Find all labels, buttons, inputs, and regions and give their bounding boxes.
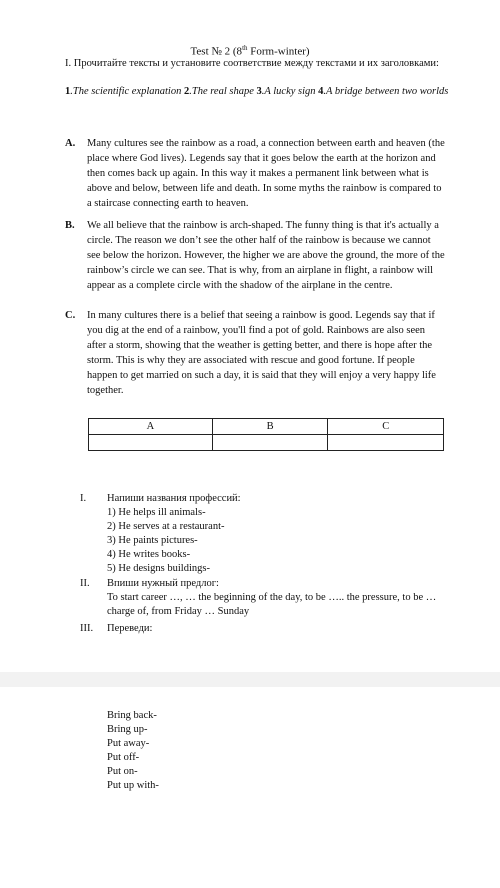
answer-cell[interactable] (328, 435, 444, 451)
list-item: Put on- (107, 766, 138, 777)
table-header-cell: C (328, 419, 444, 435)
page-title (0, 44, 500, 58)
section-heading: Напиши названия профессий: (107, 493, 241, 504)
option-text: .The real shape (189, 86, 257, 97)
option-number: 3 (256, 86, 262, 97)
section-prepositions (80, 577, 450, 591)
table-header-row (89, 419, 444, 435)
list-item: Bring back- (107, 710, 157, 721)
paragraph-text: In many cultures there is a belief that seeing a rainbow is good. Legends say that if you dig at the end of a rainbow, you'll find a pot of gold. Rainbows are also seen after a storm, showing that the weather is getting better, and there is hope after the storm. This is why they are associated with rescue and good fortune. If people happen to get married on such a day, it is said that they will enjoy a very happy life together. (87, 310, 436, 396)
table-header-cell: B (212, 419, 328, 435)
section-number: I. (80, 493, 87, 504)
paragraph-letter: C. (65, 310, 76, 321)
page-2 (0, 687, 500, 888)
option-text: .A lucky sign (261, 86, 319, 97)
section-translate (80, 622, 152, 636)
table-answer-row (89, 435, 444, 451)
list-item: 3) He paints pictures- (107, 535, 198, 546)
option-text: .The scientific explanation (70, 86, 184, 97)
list-item: Put up with- (107, 780, 159, 791)
paragraph-letter: B. (65, 220, 75, 231)
option-number: 2 (183, 86, 190, 97)
prepositions-text: To start career …, … the beginning of the day, to be ….. the pressure, to be … charge of, from Friday … Sunday (107, 592, 437, 617)
paragraph-letter: A. (65, 138, 76, 149)
headings-options (65, 86, 449, 98)
title-text-end: Form-winter) (247, 45, 310, 58)
paragraph-c (65, 308, 445, 398)
list-item: 1) He helps ill animals- (107, 507, 206, 518)
section-number: II. (80, 578, 90, 589)
paragraph-text: Many cultures see the rainbow as a road, a connection between earth and heaven (the place where God lives). Legends say that it goes below the earth at the horizon and then comes back up again. In this way it makes a permanent link between what is above and below, between life and death. In some myths the rainbow is compared to a staircase connecting earth to heaven. (87, 138, 445, 209)
paragraph-b (65, 218, 445, 293)
professions-list (107, 506, 224, 576)
option-text: .A bridge between two worlds (323, 86, 449, 97)
paragraph-text: We all believe that the rainbow is arch-shaped. The funny thing is that it's actually a circle. The reason we don’t see the other half of the rainbow is because we cannot see below the horizon. However, the higher we are above the ground, the more of the rainbow’s circle we can see. That is why, from an airplane in flight, a rainbow will appear as a complete circle with the shadow of the airplane in the centre. (87, 220, 445, 291)
answer-cell[interactable] (89, 435, 213, 451)
table-header-cell: A (89, 419, 213, 435)
title-superscript: th (242, 44, 248, 52)
answer-cell[interactable] (212, 435, 328, 451)
section-professions (80, 492, 241, 506)
list-item: 5) He designs buildings- (107, 563, 210, 574)
task-instruction: I. Прочитайте тексты и установите соответствие между текстами и их заголовками: (65, 58, 439, 69)
section-heading: Переведи: (107, 623, 153, 634)
answer-table (88, 418, 444, 451)
title-text: Test № 2 (8 (190, 45, 243, 58)
option-number: 4 (318, 86, 324, 97)
list-item: Bring up- (107, 724, 148, 735)
section-heading: Впиши нужный предлог: (107, 578, 219, 589)
phrasal-verbs-list (107, 709, 159, 793)
list-item: 2) He serves at a restaurant- (107, 521, 225, 532)
option-number: 1 (65, 86, 71, 97)
list-item: 4) He writes books- (107, 549, 191, 560)
list-item: Put off- (107, 752, 140, 763)
paragraph-a (65, 136, 445, 211)
list-item: Put away- (107, 738, 150, 749)
section-number: III. (80, 623, 94, 634)
